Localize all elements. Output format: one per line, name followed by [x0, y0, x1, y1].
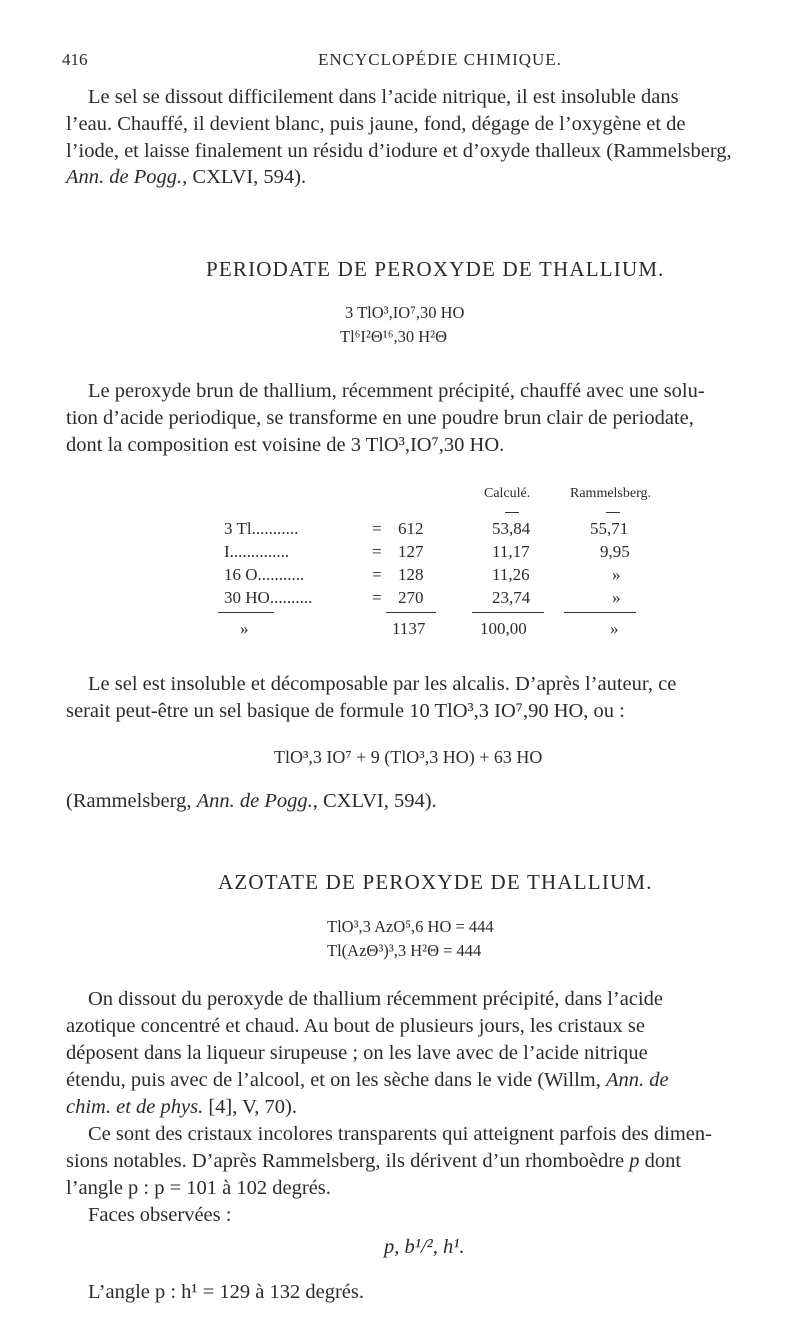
periodate-formula-1: 3 TlO³,IO⁷,30 HO: [345, 303, 465, 322]
table-row-calc: 23,74: [492, 588, 531, 607]
journal-name: Ann. de Pogg.: [196, 790, 313, 812]
table-total-rule-1: [218, 612, 274, 613]
table-row-mass: 270: [398, 588, 424, 607]
table-row-label: I..............: [224, 542, 290, 561]
table-row-ramm: »: [612, 588, 621, 607]
table-row-eq: =: [372, 542, 382, 561]
running-title: ENCYCLOPÉDIE CHIMIQUE.: [318, 50, 562, 69]
basic-salt-reference: (Rammelsberg, Ann. de Pogg., CXLVI, 594).: [66, 790, 437, 812]
table-row-label: 30 HO..........: [224, 588, 313, 607]
periodate-line-2: tion d’acide periodique, se transforme en une poudre brun clair de periodate,: [66, 407, 694, 429]
table-header-dash-1: [505, 512, 519, 513]
section-title-periodate: PERIODATE DE PEROXYDE DE THALLIUM.: [206, 257, 665, 281]
table-header-dash-2: [606, 512, 620, 513]
intro-reference: [66, 166, 306, 189]
azotate-p2-line-2: sions notables. D’après Rammelsberg, ils dérivent d’un rhomboèdre p dont: [66, 1150, 682, 1172]
table-total-rule-2: [386, 612, 436, 613]
intro-line-1: Le sel se dissout difficilement dans l’acide nitrique, il est insoluble dans: [88, 86, 679, 108]
azotate-p1-line-1: On dissout du peroxyde de thallium récemment précipité, dans l’acide: [88, 988, 663, 1010]
azotate-p1-line-2: azotique concentré et chaud. Au bout de plusieurs jours, les cristaux se: [66, 1015, 645, 1037]
table-row-calc: 11,17: [492, 542, 530, 561]
table-total-ramm: »: [610, 619, 619, 638]
azotate-formula-1: TlO³,3 AzO⁵,6 HO = 444: [327, 917, 494, 936]
basic-salt-line-2: serait peut-être un sel basique de formule 10 TlO³,3 IO⁷,90 HO, ou :: [66, 700, 625, 722]
table-header-rammelsberg: Rammelsberg.: [570, 486, 652, 501]
table-total-rule-3: [472, 612, 544, 613]
table-total-label: »: [240, 619, 249, 638]
faces-list: p, b¹/², h¹.: [384, 1236, 465, 1258]
journal-name: Ann. de: [605, 1069, 669, 1091]
table-row-label: 3 Tl...........: [224, 519, 299, 538]
angle-line: L’angle p : h¹ = 129 à 132 degrés.: [88, 1281, 364, 1303]
table-row-mass: 127: [398, 542, 424, 561]
table-row-ramm: »: [612, 565, 621, 584]
intro-line-3: l’iode, et laisse finalement un résidu d’iodure et d’oxyde thalleux (Rammelsberg,: [66, 140, 732, 162]
reference-detail: , CXLVI, 594).: [182, 166, 307, 188]
table-total-rule-4: [564, 612, 636, 613]
table-row-ramm: 55,71: [590, 519, 629, 538]
section-title-azotate: AZOTATE DE PEROXYDE DE THALLIUM.: [218, 870, 653, 894]
azotate-p1-line-5: chim. et de phys. [4], V, 70).: [66, 1096, 297, 1118]
azotate-p2-line-1: Ce sont des cristaux incolores transparents qui atteignent parfois des dimen-: [88, 1123, 712, 1145]
azotate-p1-line-4: étendu, puis avec de l’alcool, et on les sèche dans le vide (Willm, Ann. de: [66, 1069, 669, 1091]
table-row-eq: =: [372, 519, 382, 538]
basic-salt-line-1: Le sel est insoluble et décomposable par les alcalis. D’après l’auteur, ce: [88, 673, 677, 695]
periodate-line-3: dont la composition est voisine de 3 TlO³,IO⁷,30 HO.: [66, 434, 505, 456]
faces-label: Faces observées :: [88, 1204, 232, 1226]
table-row-calc: 11,26: [492, 565, 530, 584]
table-row-ramm: 9,95: [600, 542, 630, 561]
azotate-formula-2: Tl(AzΘ³)³,3 H²Θ = 444: [327, 941, 482, 960]
intro-line-2: l’eau. Chauffé, il devient blanc, puis jaune, fond, dégage de l’oxygène et de: [66, 113, 686, 135]
table-total-mass: 1137: [392, 619, 426, 638]
page-number: 416: [62, 50, 88, 69]
table-row-mass: 612: [398, 519, 424, 538]
table-total-calc: 100,00: [480, 619, 527, 638]
table-row-eq: =: [372, 588, 382, 607]
basic-salt-formula: TlO³,3 IO⁷ + 9 (TlO³,3 HO) + 63 HO: [274, 747, 543, 767]
table-row-label: 16 O...........: [224, 565, 305, 584]
table-row-eq: =: [372, 565, 382, 584]
periodate-formula-2: Tl⁶I²Θ¹⁶,30 H²Θ: [340, 327, 448, 346]
table-row-calc: 53,84: [492, 519, 531, 538]
azotate-p1-line-3: déposent dans la liqueur sirupeuse ; on les lave avec de l’acide nitrique: [66, 1042, 648, 1064]
table-header-calcule: Calculé.: [484, 486, 531, 501]
journal-name: Ann. de Pogg.: [66, 166, 183, 188]
azotate-p2-line-3: l’angle p : p = 101 à 102 degrés.: [66, 1177, 331, 1199]
periodate-line-1: Le peroxyde brun de thallium, récemment précipité, chauffé avec une solu-: [88, 380, 705, 402]
table-row-mass: 128: [398, 565, 424, 584]
journal-name: chim. et de phys.: [66, 1096, 204, 1118]
